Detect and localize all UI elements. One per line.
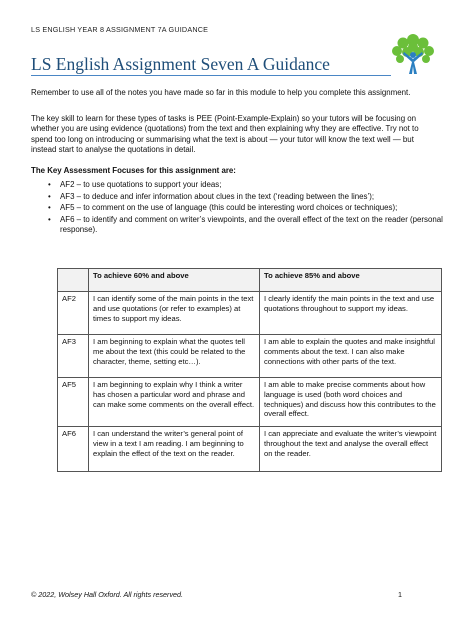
- assessment-table: [57, 268, 442, 472]
- copyright-footer: © 2022, Wolsey Hall Oxford. All rights reserved.: [31, 590, 184, 599]
- focus-text: AF6 – to identify and comment on writer’s viewpoints, and the overall effect of the text on the reader (personal response).: [60, 214, 443, 234]
- table-cell: AF2: [58, 292, 89, 335]
- bullet-icon: •: [48, 180, 51, 189]
- table-cell: I am beginning to explain why I think a writer has chosen a particular word and phrase and can make some comments on the overall effect.: [89, 378, 260, 427]
- title-underline: [31, 75, 391, 76]
- table-cell: I am able to explain the quotes and make insightful comments about the text. I can also make connections with other parts of the text.: [260, 335, 442, 378]
- table-row: [58, 427, 442, 472]
- table-cell: I am beginning to explain what the quotes tell me about the text (this could be related to the character, theme, setting etc…).: [89, 335, 260, 378]
- table-header-cell: To achieve 60% and above: [89, 269, 260, 292]
- table-cell: AF5: [58, 378, 89, 427]
- page-title: LS English Assignment Seven A Guidance: [31, 54, 330, 74]
- table-cell: AF3: [58, 335, 89, 378]
- focus-item: [48, 180, 443, 191]
- table-header-cell: [58, 269, 89, 292]
- table-row: [58, 378, 442, 427]
- table-row: [58, 335, 442, 378]
- focus-text: AF2 – to use quotations to support your ideas;: [60, 180, 222, 189]
- table-cell: I am able to make precise comments about how language is used (both word choices and techniques) and discuss how this contributes to the overall effect.: [260, 378, 442, 427]
- focus-item: [48, 215, 443, 236]
- table-cell: AF6: [58, 427, 89, 472]
- skill-paragraph: The key skill to learn for these types of tasks is PEE (Point-Example-Explain) so your tutors will be focusing on whether you are using evidence (quotations) from the text and then explaining why they are effective. Try not to spend too long on introducing or summarising what the text is about — your tutor will know the text well — but instead start to analyse the quotations in detail.: [31, 114, 419, 155]
- focus-text: AF3 – to deduce and infer information about clues in the text (‘reading between the lines’);: [60, 191, 375, 201]
- table-cell: I clearly identify the main points in the text and use quotations throughout to support my ideas.: [260, 292, 442, 335]
- table-header-row: [58, 269, 442, 292]
- table-row: [58, 292, 442, 335]
- table-cell: I can appreciate and evaluate the writer’s viewpoint throughout the text and analyse the overall effect on the reader.: [260, 427, 442, 472]
- focus-item: [48, 203, 443, 214]
- intro-paragraph: Remember to use all of the notes you have made so far in this module to help you complete this assignment.: [31, 88, 411, 97]
- table-cell: I can understand the writer’s general point of view in a text I am reading. I am beginning to explain the effect of the text on the reader.: [89, 427, 260, 472]
- page-number: 1: [398, 590, 402, 599]
- focus-text: AF5 – to comment on the use of language (this could be interesting word choices or techniques);: [60, 203, 398, 212]
- bullet-icon: •: [48, 214, 51, 224]
- table-cell: I can identify some of the main points in the text and use quotations (or refer to examples) at times to support my ideas.: [89, 292, 260, 335]
- focus-item: [48, 192, 443, 203]
- focus-list: [48, 180, 443, 237]
- focuses-heading: The Key Assessment Focuses for this assignment are:: [31, 166, 236, 175]
- bullet-icon: •: [48, 203, 51, 212]
- tree-logo-icon: [388, 30, 438, 76]
- table-header-cell: To achieve 85% and above: [260, 269, 442, 292]
- bullet-icon: •: [48, 191, 51, 201]
- running-header: LS ENGLISH YEAR 8 ASSIGNMENT 7A GUIDANCE: [31, 25, 209, 34]
